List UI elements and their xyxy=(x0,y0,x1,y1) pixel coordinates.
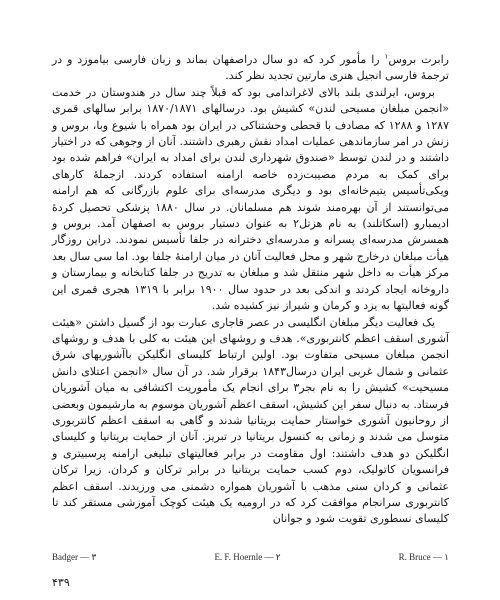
footnote-1-name: R. Bruce xyxy=(398,552,431,562)
footnote-1: R. Bruce — ۱ xyxy=(398,552,449,562)
paragraph-3: یک فعالیت دیگر مبلغان انگلیسی در عصر قاجاری عبارت بود از گسیل داشتن «هیئت آشوری اسقف اعظم کانتربوری». هدف و روشهای این هیئت به کلی با هدف و روشهای انجمن مبلغان مسیحی متفاوت بود. اولین ارتباط کلیسای انگلیکن باآشوریهای شرق عثمانی و شمال غربی ایران درسال۱۸۴۳ برقرار شد. در آن سال «انجمن اعتلای دانش مسیحیت» کشیش را به نام بجر۳ برای انجام یک مأموریت اکتشافی به میان آشوریان فرستاد. به دنبال سفر این کشیش، اسقف اعظم آشوریان موسوم به مارشیمون وبعضی از روحانیون آشوری خواستار حمایت بریتانیا شدند و گاهی به اسقف اعظم کانتربوری متوسل می شدند و زمانی به کنسول بریتانیا در تبریز. آنان از حمایت بریتانیا و کلیسای انگلیکن دو هدف داشتند: اول مقاومت در برابر فعالیتهای تبلیغی ارامنه پرسبیتری و فرانسویان کاتولیک، دوم کسب حمایت بریتانیا در برابر ترکان و کردان. زیرا ترکان عثمانی و کردان سنی مذهب با آشوریان همواره دشمنی می ورزیدند. اسقف اعظم کانتربوری سرانجام موافقت کرد که در ارومیه یک هیئت کوچک آموزشی مستقر کند تا کلیسای نسطوری تقویت شود و جوانان xyxy=(52,315,449,526)
footnote-3-number: ۳ xyxy=(91,552,97,562)
paragraph-2: بروس، ایرلندی بلند بالای لاغراندامی بود که قبلاً چند سال در هندوستان در خدمت «انجمن مبلغان مسیحی لندن» کشیش بود. درسالهای ۱۸۷۰/۱۸۷۱ برابر سالهای قمری ۱۲۸۷ و ۱۲۸۸ که مصادف با قحطی وحشتناکی در ایران بود همراه با شیوع وبا، بروس و زنش در امر سازماندهی عملیات امداد نقش رهبری داشتند. آنان از وجوهی که در اختیار داشتند و در لندن توسط «صندوق شهرداری لندن برای امداد به ایران» فراهم شده بود برای کمک به مردم مصیبت‌زده خاصه ارامنه استفاده کردند. ازجملهٔ کارهای ویکی‌تأسیس یتیم‌خانه‌ای بود و دیگری مدرسه‌ای برای علوم بازرگانی که هم ارامنه می‌توانستند از آن بهره‌مند شوند هم مسلمانان. در سال ۱۸۸۰ پزشکی تحصیل کردهٔ ادیمبارو (اسکاتلند) به نام هزتل۲ به عنوان دستیار بروس به اصفهان آمد. بروس و همسرش مدرسه‌ای پسرانه و مدرسه‌ای دخترانه در جلفا تأسیس نمودند. دراین روزگار هیأت مبلغان درخارج شهر و محل فعالیت آنان در میان ارامنهٔ جلفا بود. اما سی سال بعد مرکز هیأت به داخل شهر منتقل شد و مبلغان به تدریج در جلفا کتابخانه و بیمارستان و داروخانه ایجاد کردند و اندکی بعد در حدود سال ۱۹۰۰ برابر با ۱۳۱۹ هجری قمری این گونه فعالیتها به یزد و کرمان و شیراز نیز کشیده شد. xyxy=(52,85,449,313)
footnote-2-name: E. F. Hoernle xyxy=(214,552,263,562)
page-number: ۴۳۹ xyxy=(52,576,70,589)
footnote-2: E. F. Hoernle — ۲ xyxy=(214,552,281,562)
footnote-marker-1: ۱ xyxy=(384,52,389,61)
footnote-1-number: ۱ xyxy=(444,552,449,562)
footnote-3-name: Badger xyxy=(52,552,78,562)
footnote-2-number: ۲ xyxy=(275,552,281,562)
footnotes xyxy=(52,552,449,563)
body-text xyxy=(52,52,449,528)
paragraph-1-rest: را مأمور کرد که دو سال دراصفهان بماند و زبان فارسی بیاموزد و در ترجمهٔ فارسی انجیل هنری مارتین تجدید نظر کند. xyxy=(52,53,449,83)
paragraph-1 xyxy=(52,52,449,85)
paragraph-1-lead: رابرت بروس xyxy=(388,53,449,66)
footnote-3: Badger — ۳ xyxy=(52,552,97,562)
